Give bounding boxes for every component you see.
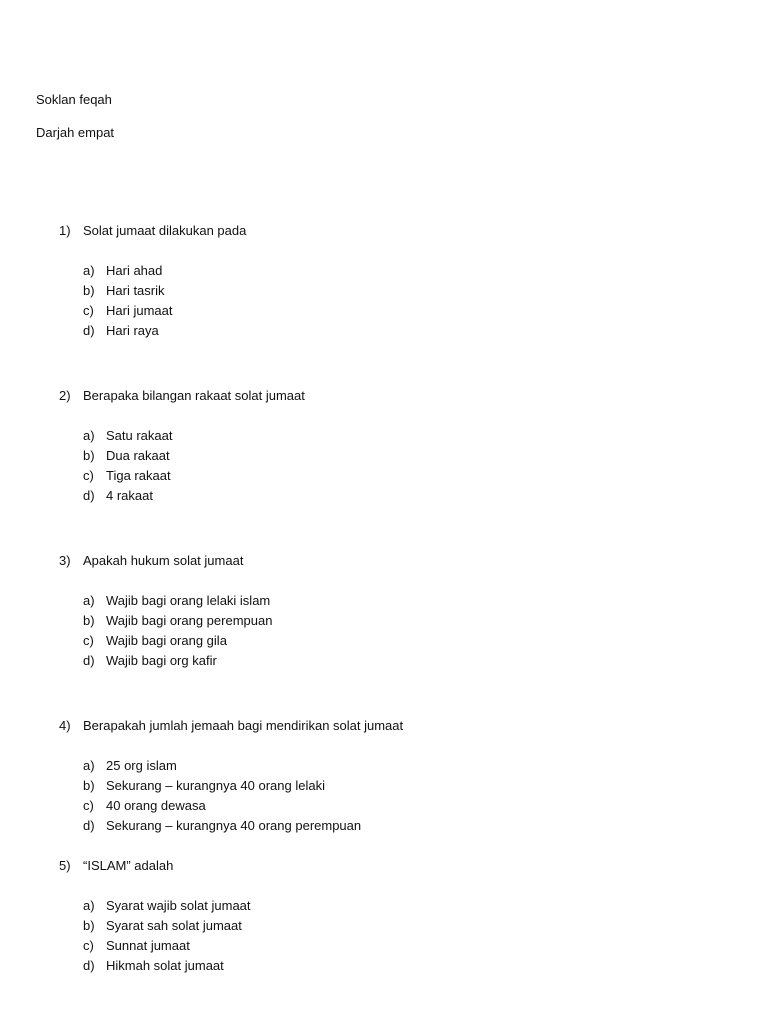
document-title: Soklan feqah <box>36 92 112 107</box>
option-text: 4 rakaat <box>106 488 153 503</box>
option-letter: b) <box>83 613 95 628</box>
option-letter: d) <box>83 653 95 668</box>
option-text: Dua rakaat <box>106 448 170 463</box>
option-list <box>83 428 173 508</box>
option-letter: a) <box>83 428 95 443</box>
option-text: Syarat wajib solat jumaat <box>106 898 251 913</box>
question-number: 4) <box>59 718 71 733</box>
option-text: Satu rakaat <box>106 428 173 443</box>
question-number: 2) <box>59 388 71 403</box>
option-letter: d) <box>83 488 95 503</box>
option-a <box>83 898 251 918</box>
option-letter: b) <box>83 283 95 298</box>
question-line <box>59 858 173 874</box>
option-a <box>83 758 361 778</box>
option-text: Wajib bagi orang perempuan <box>106 613 273 628</box>
option-list <box>83 263 172 343</box>
option-b <box>83 778 361 798</box>
option-c <box>83 303 172 323</box>
option-text: Hari tasrik <box>106 283 165 298</box>
option-letter: b) <box>83 918 95 933</box>
option-text: 40 orang dewasa <box>106 798 206 813</box>
option-letter: a) <box>83 263 95 278</box>
option-text: Tiga rakaat <box>106 468 171 483</box>
option-c <box>83 468 173 488</box>
option-list <box>83 758 361 838</box>
option-letter: b) <box>83 778 95 793</box>
option-text: Syarat sah solat jumaat <box>106 918 242 933</box>
option-b <box>83 448 173 468</box>
option-a <box>83 428 173 448</box>
option-text: Wajib bagi orang lelaki islam <box>106 593 271 608</box>
option-a <box>83 263 172 283</box>
question-line <box>59 223 246 239</box>
option-letter: d) <box>83 323 95 338</box>
question-text: Apakah hukum solat jumaat <box>83 553 244 568</box>
option-letter: d) <box>83 818 95 833</box>
option-b <box>83 918 251 938</box>
option-d <box>83 818 361 838</box>
option-text: Hari raya <box>106 323 159 338</box>
document-subtitle: Darjah empat <box>36 125 115 140</box>
option-letter: c) <box>83 938 94 953</box>
option-d <box>83 323 172 343</box>
option-text: Hari ahad <box>106 263 163 278</box>
option-d <box>83 958 251 978</box>
option-letter: a) <box>83 898 95 913</box>
option-b <box>83 283 172 303</box>
option-letter: c) <box>83 303 94 318</box>
question-number: 1) <box>59 223 71 238</box>
option-letter: d) <box>83 958 95 973</box>
option-list <box>83 898 251 978</box>
option-letter: c) <box>83 798 94 813</box>
question-text: Solat jumaat dilakukan pada <box>83 223 247 238</box>
option-c <box>83 798 361 818</box>
option-text: Hikmah solat jumaat <box>106 958 224 973</box>
option-letter: b) <box>83 448 95 463</box>
question-number: 5) <box>59 858 71 873</box>
option-text: 25 org islam <box>106 758 177 773</box>
question-line <box>59 553 243 569</box>
option-text: Sekurang – kurangnya 40 orang perempuan <box>106 818 362 833</box>
question-number: 3) <box>59 553 71 568</box>
option-letter: a) <box>83 593 95 608</box>
option-letter: c) <box>83 633 94 648</box>
option-list <box>83 593 272 673</box>
option-letter: c) <box>83 468 94 483</box>
option-text: Hari jumaat <box>106 303 173 318</box>
option-d <box>83 488 173 508</box>
option-letter: a) <box>83 758 95 773</box>
option-b <box>83 613 272 633</box>
option-text: Wajib bagi orang gila <box>106 633 227 648</box>
option-d <box>83 653 272 673</box>
option-text: Sekurang – kurangnya 40 orang lelaki <box>106 778 325 793</box>
question-line <box>59 718 403 734</box>
option-c <box>83 938 251 958</box>
option-text: Sunnat jumaat <box>106 938 190 953</box>
question-line <box>59 388 305 404</box>
question-text: Berapaka bilangan rakaat solat jumaat <box>83 388 305 403</box>
question-text: Berapakah jumlah jemaah bagi mendirikan solat jumaat <box>83 718 404 733</box>
question-text: “ISLAM” adalah <box>83 858 174 873</box>
option-c <box>83 633 272 653</box>
option-text: Wajib bagi org kafir <box>106 653 217 668</box>
option-a <box>83 593 272 613</box>
